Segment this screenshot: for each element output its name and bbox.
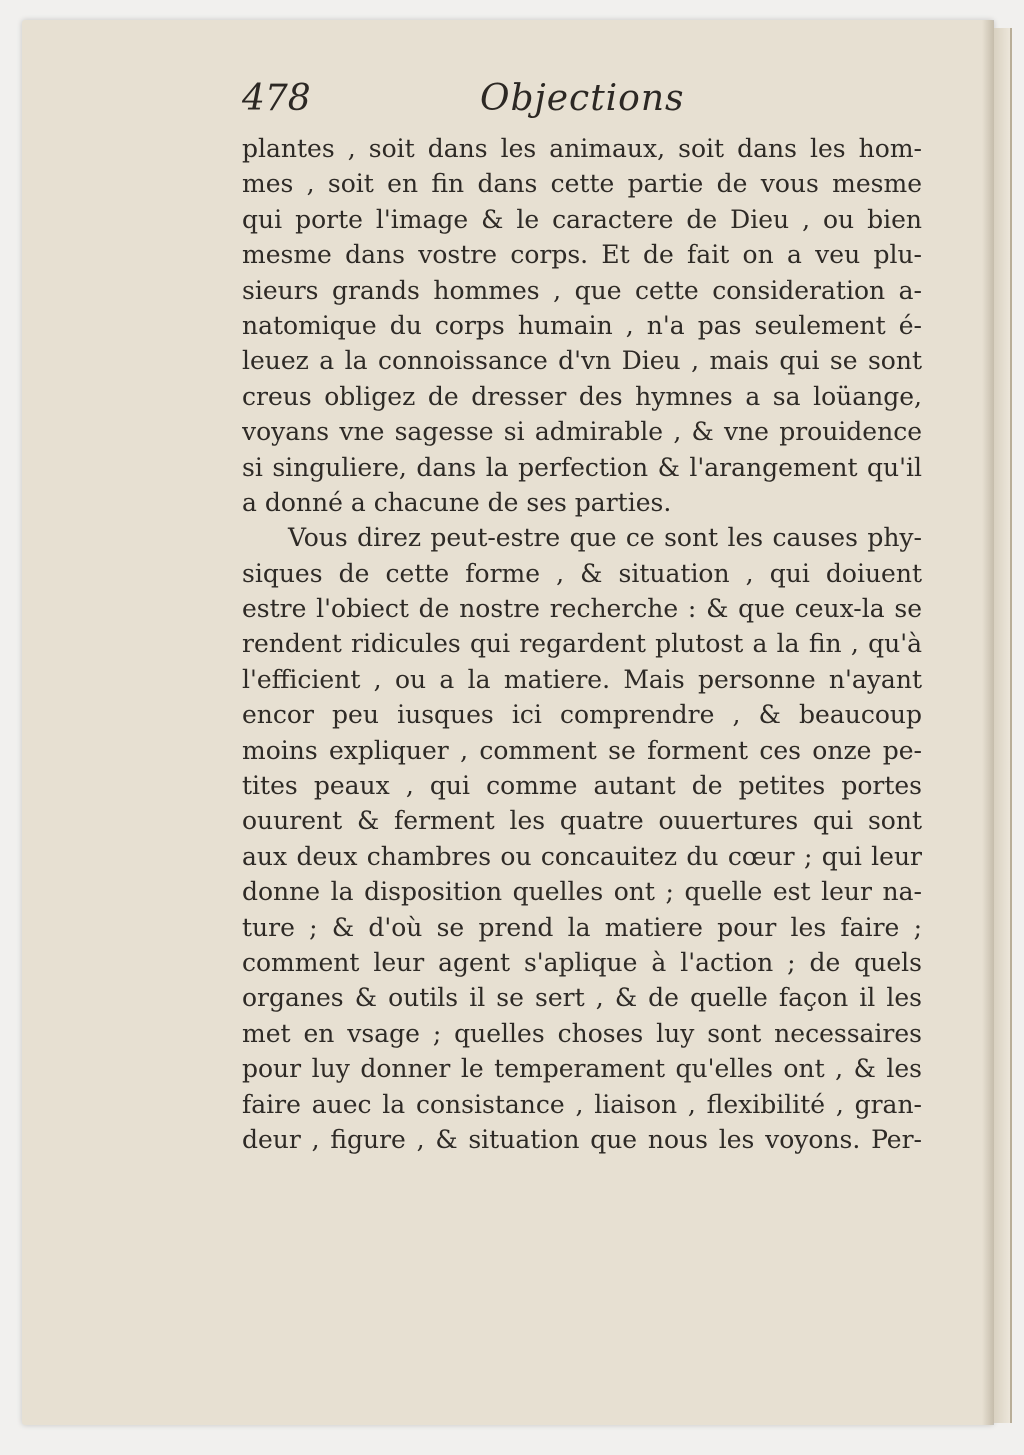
paragraph-1 [242, 131, 922, 520]
text-line: ouurent & ferment les quatre ouuertures qui sont [242, 806, 922, 836]
text-line: natomique du corps humain , n'a pas seulement é- [242, 310, 922, 340]
text-line: deur , figure , & situation que nous les voyons. Per- [242, 1124, 922, 1154]
text-line: donne la disposition quelles ont ; quelle est leur na- [242, 877, 922, 907]
adjacent-page-edge [994, 28, 1012, 1423]
text-line: Vous direz peut-estre que ce sont les causes phy- [288, 523, 922, 553]
text-line: faire auec la consistance , liaison , flexibilité , gran- [242, 1089, 922, 1119]
text-line: l'efficient , ou a la matiere. Mais personne n'ayant [242, 664, 922, 694]
text-line: tites peaux , qui comme autant de petites portes [242, 771, 922, 801]
text-line: mes , soit en fin dans cette partie de vous mesme [242, 169, 922, 199]
body-text [242, 131, 922, 1157]
page-number: 478 [242, 78, 311, 119]
text-line: organes & outils il se sert , & de quelle façon il les [242, 983, 922, 1013]
text-line: a donné a chacune de ses parties. [242, 487, 672, 517]
text-line: siques de cette forme , & situation , qui doiuent [242, 558, 922, 588]
text-line: met en vsage ; quelles choses luy sont necessaires [242, 1018, 922, 1048]
text-line: leuez a la connoissance d'vn Dieu , mais qui se sont [242, 346, 922, 376]
running-head [242, 78, 922, 128]
text-line: sieurs grands hommes , que cette consideration a- [242, 275, 922, 305]
text-line: voyans vne sagesse si admirable , & vne prouidence [242, 417, 922, 447]
text-line: ture ; & d'où se prend la matiere pour les faire ; [242, 912, 922, 942]
text-line: comment leur agent s'aplique à l'action ; de quels [242, 947, 922, 977]
text-line: aux deux chambres ou concauitez du cœur ; qui leur [242, 841, 922, 871]
text-line: estre l'obiect de nostre recherche : & que ceux-la se [242, 594, 922, 624]
text-line: qui porte l'image & le caractere de Dieu , ou bien [242, 204, 922, 234]
paragraph-2 [242, 520, 922, 1157]
page-gutter-shadow [982, 20, 994, 1425]
text-line: rendent ridicules qui regardent plutost a la fin , qu'à [242, 629, 922, 659]
text-line: si singuliere, dans la perfection & l'arangement qu'il [242, 452, 922, 482]
text-line: encor peu iusques ici comprendre , & beaucoup [242, 700, 922, 730]
running-head-title: Objections [480, 78, 685, 119]
text-line: creus obligez de dresser des hymnes a sa loüange, [242, 381, 922, 411]
text-line: moins expliquer , comment se forment ces onze pe- [242, 735, 922, 765]
text-line: pour luy donner le temperament qu'elles ont , & les [242, 1054, 922, 1084]
text-line: plantes , soit dans les animaux, soit dans les hom- [242, 134, 922, 163]
text-line: mesme dans vostre corps. Et de fait on a veu plu- [242, 240, 922, 270]
